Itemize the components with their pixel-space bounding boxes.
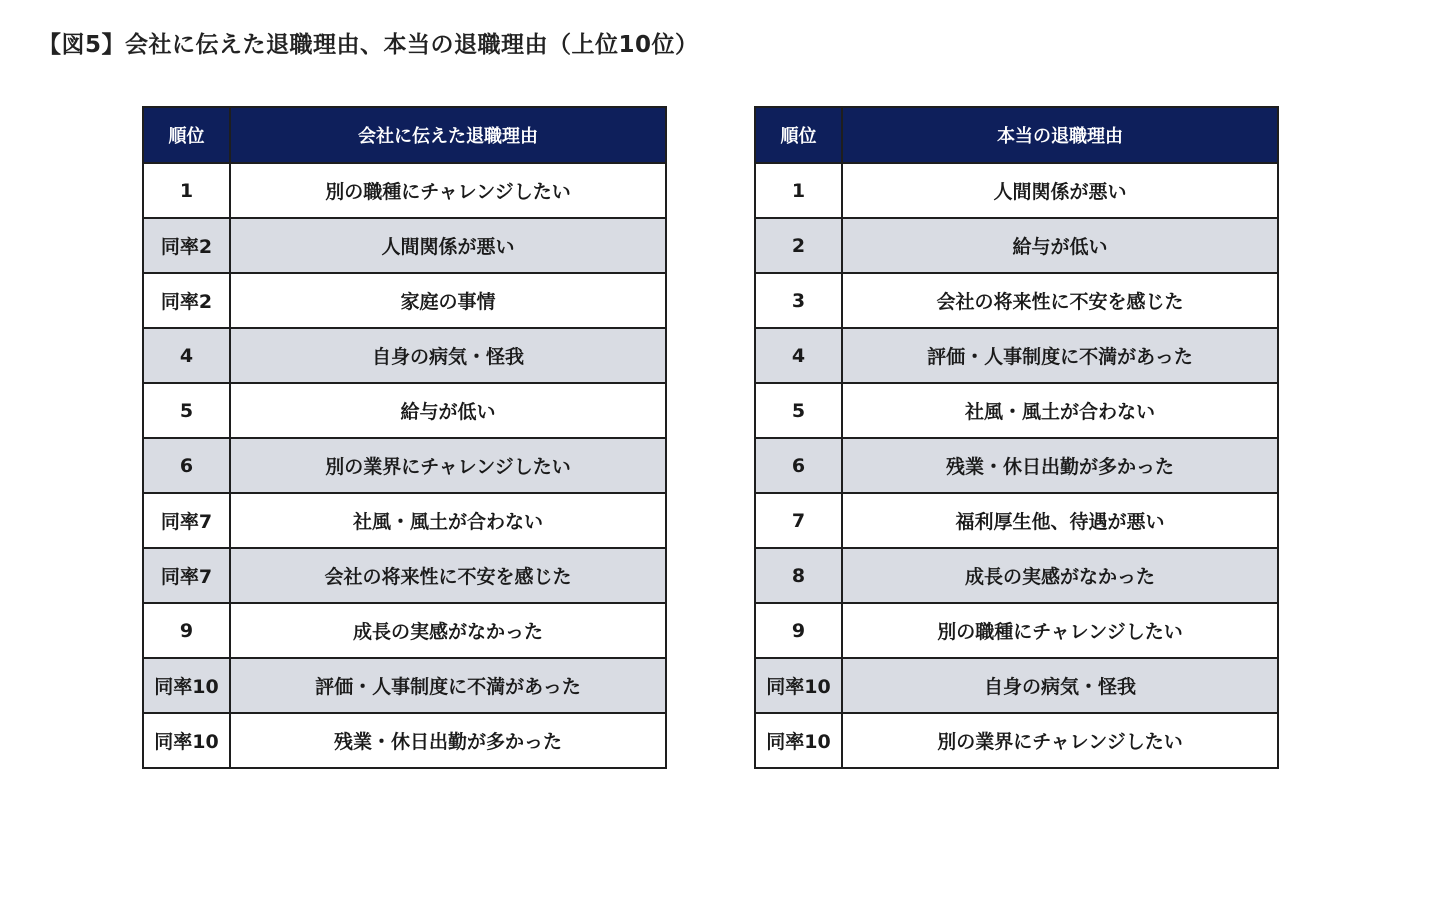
reason-cell: 別の業界にチャレンジしたい <box>230 438 666 493</box>
reason-column-header: 会社に伝えた退職理由 <box>230 107 666 163</box>
stated-reasons-table <box>142 106 667 769</box>
rank-cell: 同率10 <box>755 713 842 768</box>
rank-cell: 1 <box>755 163 842 218</box>
table-row <box>143 273 666 328</box>
table-row <box>143 328 666 383</box>
table-row <box>143 383 666 438</box>
rank-cell: 5 <box>143 383 230 438</box>
reason-cell: 別の業界にチャレンジしたい <box>842 713 1278 768</box>
rank-cell: 同率2 <box>143 218 230 273</box>
reason-cell: 給与が低い <box>842 218 1278 273</box>
table-row <box>755 383 1278 438</box>
table-row <box>755 163 1278 218</box>
reason-cell: 福利厚生他、待遇が悪い <box>842 493 1278 548</box>
table-header-row <box>143 107 666 163</box>
reason-cell: 社風・風土が合わない <box>230 493 666 548</box>
page-title: 【図5】会社に伝えた退職理由、本当の退職理由（上位10位） <box>38 32 699 58</box>
reason-cell: 自身の病気・怪我 <box>842 658 1278 713</box>
table-row <box>755 548 1278 603</box>
reason-cell: 評価・人事制度に不満があった <box>230 658 666 713</box>
rank-cell: 6 <box>143 438 230 493</box>
rank-cell: 4 <box>755 328 842 383</box>
table-row <box>755 438 1278 493</box>
rank-column-header: 順位 <box>755 107 842 163</box>
table-row <box>755 218 1278 273</box>
table-row <box>143 493 666 548</box>
rank-cell: 同率2 <box>143 273 230 328</box>
reason-cell: 人間関係が悪い <box>842 163 1278 218</box>
rank-cell: 同率10 <box>143 658 230 713</box>
reason-cell: 会社の将来性に不安を感じた <box>842 273 1278 328</box>
reason-cell: 評価・人事制度に不満があった <box>842 328 1278 383</box>
rank-cell: 5 <box>755 383 842 438</box>
table-row <box>143 548 666 603</box>
reason-cell: 成長の実感がなかった <box>230 603 666 658</box>
reason-cell: 家庭の事情 <box>230 273 666 328</box>
rank-cell: 同率7 <box>143 493 230 548</box>
table-row <box>143 218 666 273</box>
rank-cell: 9 <box>755 603 842 658</box>
table-row <box>143 163 666 218</box>
table-row <box>143 658 666 713</box>
reason-cell: 社風・風土が合わない <box>842 383 1278 438</box>
reason-cell: 自身の病気・怪我 <box>230 328 666 383</box>
reason-cell: 成長の実感がなかった <box>842 548 1278 603</box>
table-header-row <box>755 107 1278 163</box>
reason-cell: 残業・休日出勤が多かった <box>842 438 1278 493</box>
rank-cell: 6 <box>755 438 842 493</box>
reason-cell: 人間関係が悪い <box>230 218 666 273</box>
rank-cell: 1 <box>143 163 230 218</box>
rank-cell: 2 <box>755 218 842 273</box>
rank-cell: 7 <box>755 493 842 548</box>
reason-cell: 会社の将来性に不安を感じた <box>230 548 666 603</box>
table-row <box>143 713 666 768</box>
rank-cell: 同率7 <box>143 548 230 603</box>
reason-cell: 残業・休日出勤が多かった <box>230 713 666 768</box>
rank-cell: 同率10 <box>755 658 842 713</box>
table-row <box>755 713 1278 768</box>
rank-cell: 3 <box>755 273 842 328</box>
table-row <box>755 658 1278 713</box>
rank-cell: 8 <box>755 548 842 603</box>
reason-cell: 別の職種にチャレンジしたい <box>230 163 666 218</box>
reason-column-header: 本当の退職理由 <box>842 107 1278 163</box>
table-row <box>143 438 666 493</box>
table-row <box>755 603 1278 658</box>
rank-cell: 同率10 <box>143 713 230 768</box>
table-row <box>755 493 1278 548</box>
reason-cell: 別の職種にチャレンジしたい <box>842 603 1278 658</box>
table-row <box>755 328 1278 383</box>
rank-cell: 4 <box>143 328 230 383</box>
table-row <box>755 273 1278 328</box>
rank-column-header: 順位 <box>143 107 230 163</box>
true-reasons-table <box>754 106 1279 769</box>
table-row <box>143 603 666 658</box>
rank-cell: 9 <box>143 603 230 658</box>
reason-cell: 給与が低い <box>230 383 666 438</box>
